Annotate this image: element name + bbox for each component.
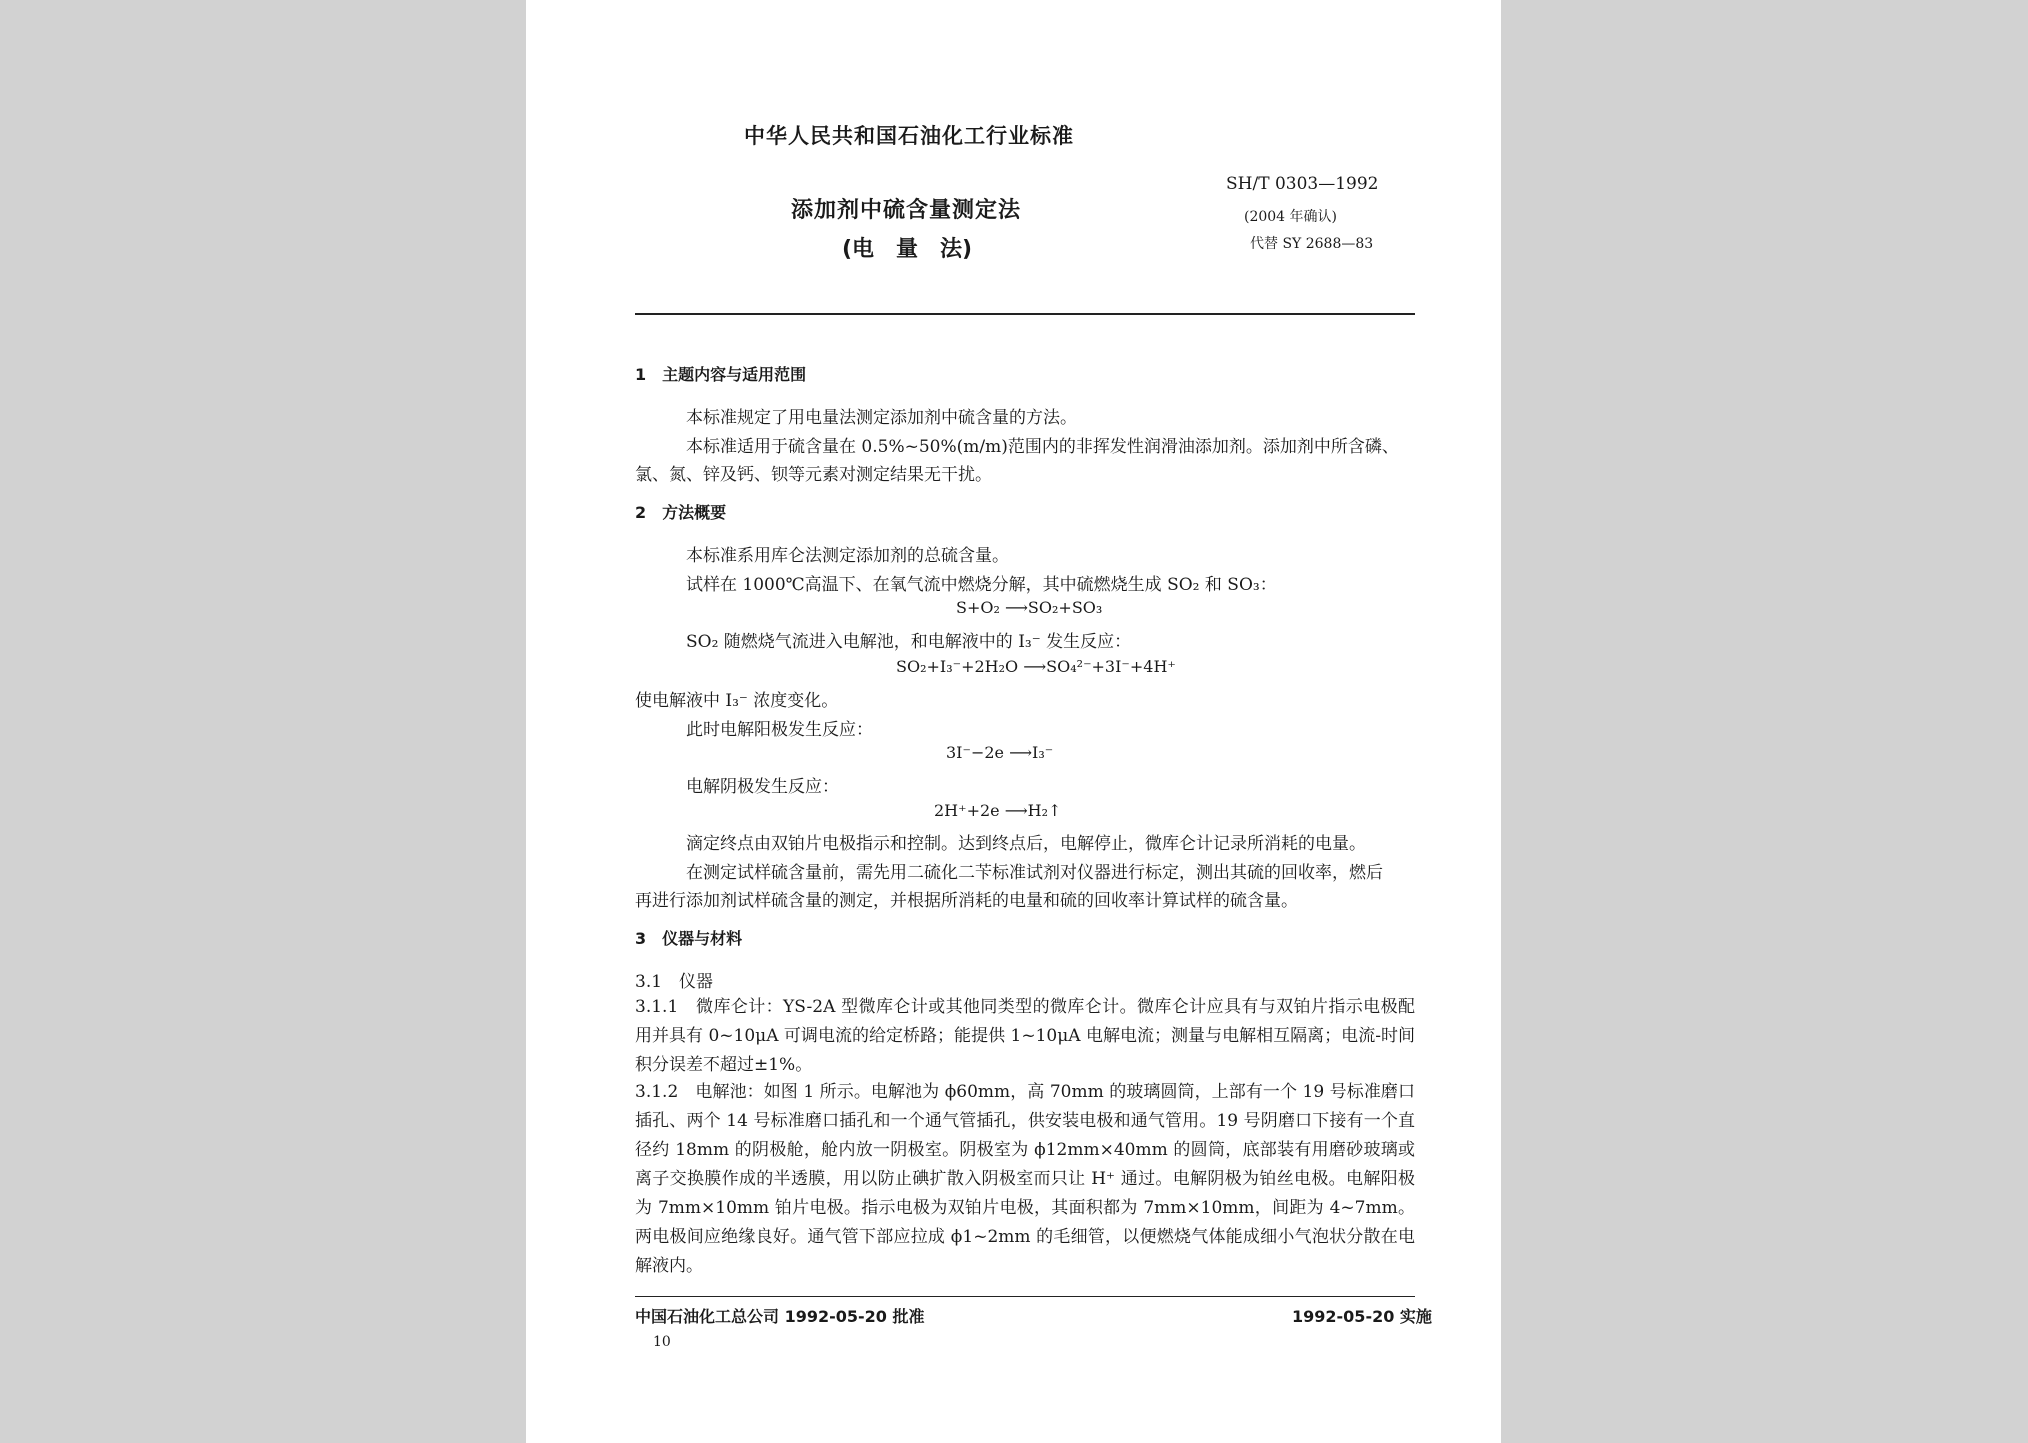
section-2-para-8a: 在测定试样硫含量前，需先用二硫化二苄标准试剂对仪器进行标定，测出其硫的回收率，燃后	[686, 863, 1383, 883]
section-2-para-6: 电解阴极发生反应：	[686, 777, 839, 797]
standard-code: SH/T 0303—1992	[1226, 174, 1379, 194]
section-1-para-1: 本标准规定了用电量法测定添加剂中硫含量的方法。	[686, 408, 1077, 428]
document-page	[526, 0, 1501, 1443]
effective-date: 1992-05-20 实施	[1292, 1307, 1432, 1326]
header-rule	[635, 313, 1415, 315]
section-2-para-3: SO₂ 随燃烧气流进入电解池，和电解液中的 I₃⁻ 发生反应：	[686, 632, 1132, 652]
equation-3: 3I⁻−2e ⟶I₃⁻	[946, 743, 1054, 762]
page-number: 10	[653, 1334, 671, 1350]
section-2-para-8b: 再进行添加剂试样硫含量的测定，并根据所消耗的电量和硫的回收率计算试样的硫含量。	[635, 891, 1298, 911]
section-3-1-heading: 3.1 仪器	[635, 972, 714, 992]
section-3-1-1-para: 3.1.1 微库仑计：YS-2A 型微库仑计或其他同类型的微库仑计。微库仑计应具有与双铂片指示电极配用并具有 0~10μA 可调电流的给定桥路；能提供 1~10μA 电解电流；测量与电解相互隔离；电流-时间积分误差不超过±1%。	[635, 997, 1415, 1075]
section-2-para-5: 此时电解阳极发生反应：	[686, 720, 873, 740]
section-2-para-7: 滴定终点由双铂片电极指示和控制。达到终点后，电解停止，微库仑计记录所消耗的电量。	[686, 834, 1366, 854]
document-title: 添加剂中硫含量测定法	[791, 198, 1022, 223]
confirmation-year: (2004 年确认)	[1244, 209, 1338, 225]
equation-4: 2H⁺+2e ⟶H₂↑	[934, 801, 1062, 820]
replaces-standard: 代替 SY 2688—83	[1250, 236, 1374, 252]
equation-1: S+O₂ ⟶SO₂+SO₃	[956, 598, 1103, 617]
approval-text: 中国石油化工总公司 1992-05-20 批准	[635, 1307, 925, 1326]
equation-2: SO₂+I₃⁻+2H₂O ⟶SO₄²⁻+3I⁻+4H⁺	[896, 657, 1176, 676]
industry-standard-title: 中华人民共和国石油化工行业标准	[744, 124, 1074, 148]
section-2-heading: 2 方法概要	[635, 503, 727, 522]
section-1-para-2b: 氯、氮、锌及钙、钡等元素对测定结果无干扰。	[635, 465, 992, 485]
section-1-para-2a: 本标准适用于硫含量在 0.5%~50%(m/m)范围内的非挥发性润滑油添加剂。添加剂中所含磷、	[686, 437, 1399, 457]
section-3-1-2-para: 3.1.2 电解池：如图 1 所示。电解池为 ϕ60mm，高 70mm 的玻璃圆筒，上部有一个 19 号标准磨口插孔、两个 14 号标准磨口插孔和一个通气管插孔，供安装电极和通气管用。19 号阴磨口下接有一个直径约 18mm 的阴极舱，舱内放一阴极室。阴极室为 ϕ12mm×40mm 的圆筒，底部装有用磨砂玻璃或离子交换膜作成的半透膜，用以防止碘扩散入阴极室而只让 H⁺ 通过。电解阴极为铂丝电极。电解阳极为 7mm×10mm 铂片电极。指示电极为双铂片电极，其面积都为 7mm×10mm，间距为 4~7mm。两电极间应绝缘良好。通气管下部应拉成 ϕ1~2mm 的毛细管，以便燃烧气体能成细小气泡状分散在电解液内。	[635, 1082, 1415, 1276]
section-2-para-1: 本标准系用库仑法测定添加剂的总硫含量。	[686, 546, 1009, 566]
section-1-heading: 1 主题内容与适用范围	[635, 365, 807, 384]
footer-rule	[635, 1296, 1415, 1297]
section-3-heading: 3 仪器与材料	[635, 929, 743, 948]
section-2-para-4: 使电解液中 I₃⁻ 浓度变化。	[635, 691, 839, 711]
section-2-para-2: 试样在 1000℃高温下、在氧气流中燃烧分解，其中硫燃烧生成 SO₂ 和 SO₃：	[686, 575, 1277, 595]
document-subtitle: (电 量 法)	[842, 237, 973, 262]
